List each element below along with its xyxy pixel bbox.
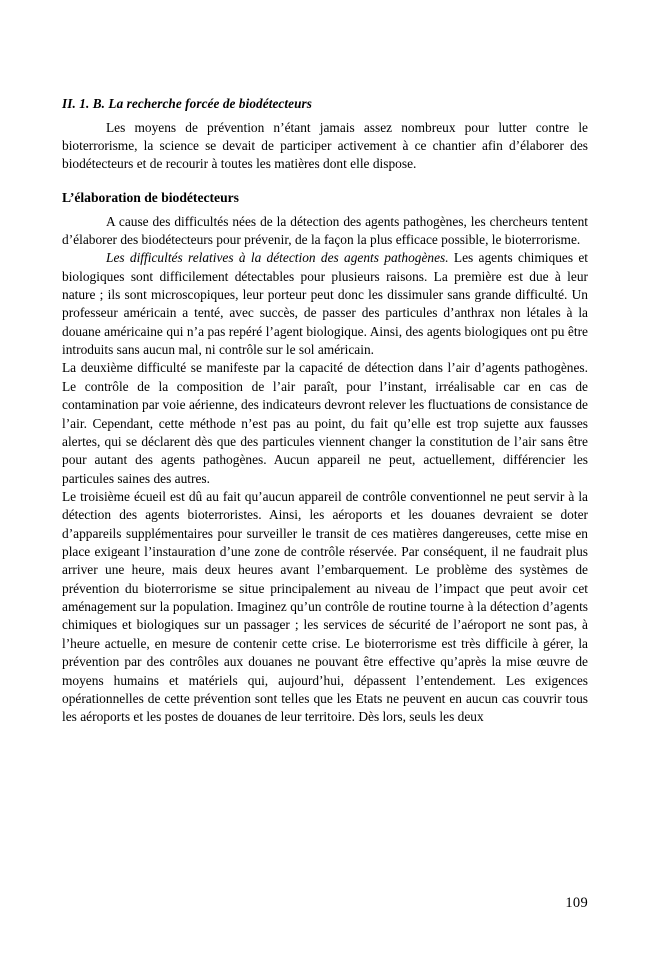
subsection-heading: L’élaboration de biodétecteurs bbox=[62, 189, 239, 205]
paragraph-lead-italic: Les difficultés relatives à la détection des agents pathogènes. bbox=[106, 250, 449, 266]
paragraph-detection-difficulties bbox=[62, 249, 588, 359]
intro-paragraph: Les moyens de prévention n’étant jamais assez nombreux pour lutter contre le bioterrorisme, la science se devait de participer activement à ce chantier afin d’élaborer des biodétecteurs et de recourir à toutes les matières dont elle dispose. bbox=[62, 119, 588, 172]
subsection-paragraph: A cause des difficultés nées de la détection des agents pathogènes, les chercheurs tentent d’élaborer des biodétecteurs pour prévenir, de la façon la plus efficace possible, le bioterrorisme. bbox=[62, 213, 588, 247]
paragraph-third-difficulty: Le troisième écueil est dû au fait qu’aucun appareil de contrôle conventionnel ne peut servir à la détection des agents bioterroristes. Ainsi, les aéroports et les douanes devraient se doter d’appareils supplémentaires pour surveiller le transit de ces matières dangereuses, cette mise en place exigeant l’instauration d’une zone de contrôle réservée. Par conséquent, il ne faudrait plus arriver une heure, mais deux heures avant l’embarquement. Le problème des systèmes de prévention du bioterrorisme se situe principalement au niveau de l’impact que peut avoir cet aménagement sur la population. Imaginez qu’un contrôle de routine tourne à la détection d’agents chimiques et biologiques sur un passager ; les services de sécurité de l’aéroport ne sont pas, à l’heure actuelle, en mesure de contenir cette crise. Le bioterrorisme est très difficile à gérer, la prévention par des contrôles aux douanes ne pouvant être effective qu’après la mise œuvre de moyens humains et matériels qui, aujourd’hui, dépassent l’entendement. Les exigences opérationnelles de cette prévention sont telles que les Etats ne peuvent en aucun cas couvrir tous les aéroports et les postes de douanes de leur territoire. Dès lors, seuls les deux bbox=[62, 488, 588, 725]
section-heading: II. 1. B. La recherche forcée de biodétecteurs bbox=[62, 96, 312, 111]
paragraph-second-difficulty: La deuxième difficulté se manifeste par la capacité de détection dans l’air d’agents pathogènes. Le contrôle de la composition de l’air paraît, pour l’instant, irréalisable car en cas de contamination par voie aérienne, des indicateurs devront relever les fluctuations de consistance de l’air. Cependant, cette méthode n’est pas au point, du fait qu’elle est trop sujette aux fausses alertes, qui se déclarent dès que des particules viennent changer la constitution de l’air sans être pour autant des agents pathogènes. Aucun appareil ne peut, actuellement, différencier les particules saines des autres. bbox=[62, 360, 588, 486]
paragraph-lead-continuation: Les agents chimiques et biologiques sont difficilement détectables pour plusieurs raisons. La première est due à leur nature ; ils sont microscopiques, leur porteur peut donc les dissimuler sans grande difficulté. Un professeur américain a tenté, avec succès, de passer des particules d’anthrax non létales à la douane américaine qui n’a pas repéré l’agent biologique. Ainsi, des agents biologiques ont pu être introduits sans aucun mal, ni contrôle sur le sol américain. bbox=[62, 250, 588, 358]
page-number: 109 bbox=[565, 895, 588, 911]
